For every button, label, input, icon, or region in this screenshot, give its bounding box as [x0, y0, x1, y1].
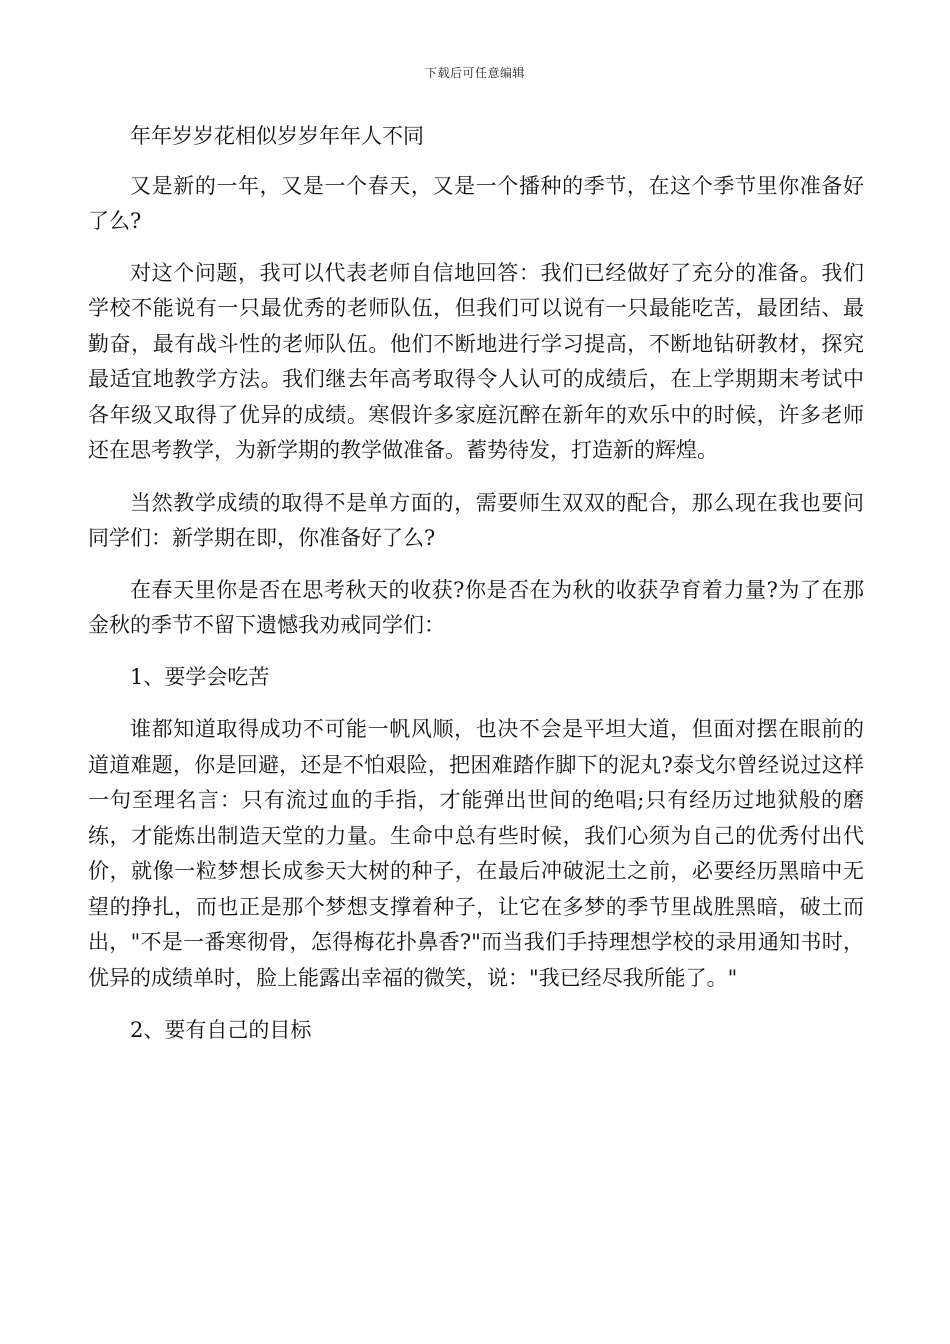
page-header: 下载后可任意编辑	[424, 66, 525, 80]
paragraph: 当然教学成绩的取得不是单方面的，需要师生双双的配合，那么现在我也要问同学们：新学期在即，你准备好了么?	[88, 490, 864, 550]
paragraph: 谁都知道取得成功不可能一帆风顺，也决不会是平坦大道，但面对摆在眼前的道道难题，你是回避，还是不怕艰险，把困难踏作脚下的泥丸?泰戈尔曾经说过这样一句至理名言：只有流过血的手指，才能弹出世间的绝唱;只有经历过地狱般的磨练，才能炼出制造天堂的力量。生命中总有些时候，我们心须为自己的优秀付出代价，就像一粒梦想长成参天大树的种子，在最后冲破泥土之前，必要经历黑暗中无望的挣扎，而也正是那个梦想支撑着种子，让它在多梦的季节里战胜黑暗，破土而出，"不是一番寒彻骨，怎得梅花扑鼻香?"而当我们手持理想学校的录用通知书时，优异的成绩单时，脸上能露出幸福的微笑，说："我已经尽我所能了。"	[88, 717, 864, 990]
paragraph: 对这个问题，我可以代表老师自信地回答：我们已经做好了充分的准备。我们学校不能说有一只最优秀的老师队伍，但我们可以说有一只最能吃苦，最团结、最勤奋，最有战斗性的老师队伍。他们不断地进行学习提高，不断地钻研教材，探究最适宜地教学方法。我们继去年高考取得令人认可的成绩后，在上学期期末考试中各年级又取得了优异的成绩。寒假许多家庭沉醉在新年的欢乐中的时候，许多老师还在思考教学，为新学期的教学做准备。蓄势待发，打造新的辉煌。	[88, 260, 864, 462]
paragraph: 又是新的一年，又是一个春天，又是一个播种的季节，在这个季节里你准备好了么?	[88, 173, 864, 233]
section-heading: 1、要学会吃苦	[130, 664, 270, 689]
heading-line: 年年岁岁花相似岁岁年年人不同	[130, 124, 424, 148]
section-heading: 2、要有自己的目标	[130, 1018, 312, 1042]
document-body	[88, 119, 864, 1049]
paragraph: 在春天里你是否在思考秋天的收获?你是否在为秋的收获孕育着力量?为了在那金秋的季节不留下遗憾我劝戒同学们：	[88, 577, 864, 637]
